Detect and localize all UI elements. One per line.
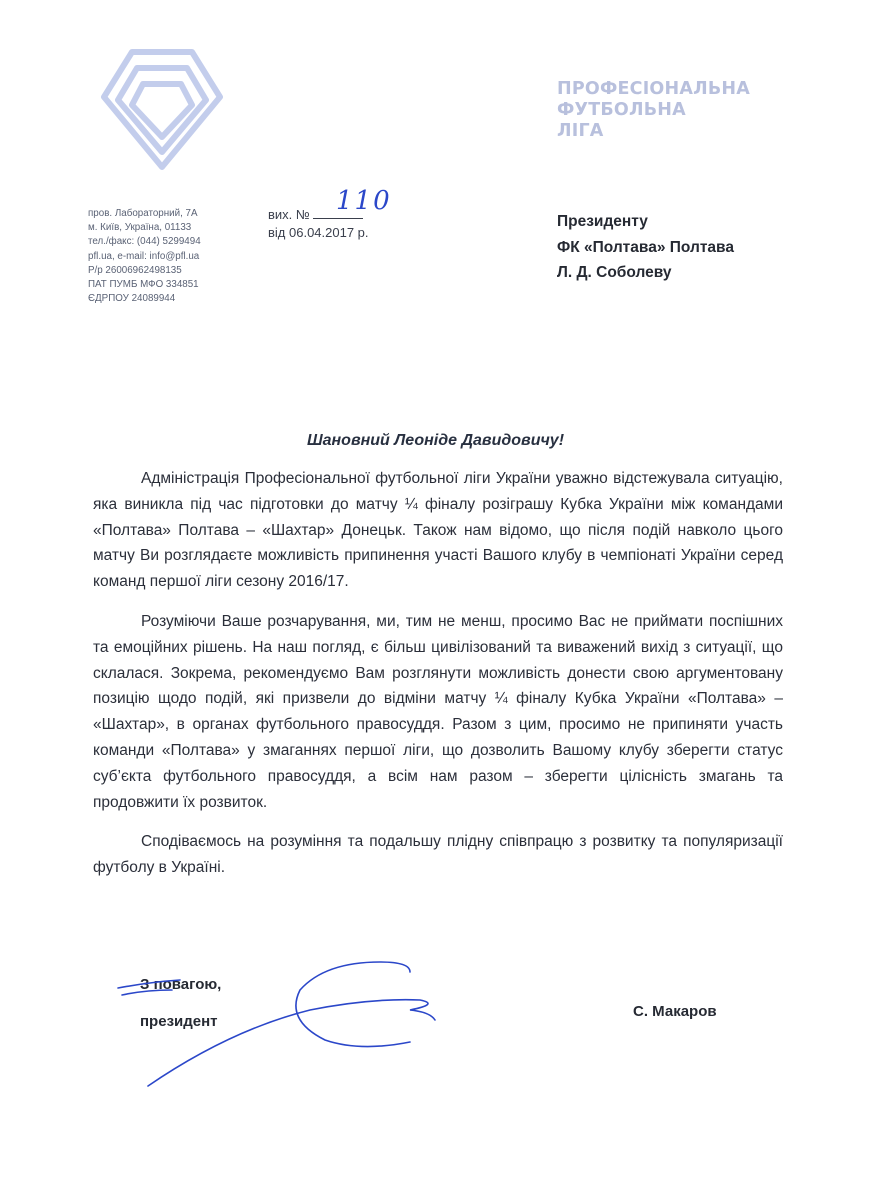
address-line: Р/р 26006962498135 [88,264,182,276]
address-line: тел./факс: (044) 5299494 [88,236,201,248]
address-line: м. Київ, Україна, 01133 [88,222,192,234]
body-paragraph: Розуміючи Ваше розчарування, ми, тим не менш, просимо Вас не приймати поспішних та емоційних рішень. На наш погляд, є більш цивілізований та виважений вихід з ситуації, що склалася. Зокрема, рекомендуємо Вам розглянути можливість донести свою аргументовану позицію щодо подій, які призвели до відміни матчу ¼ фіналу Кубка України «Полтава» – «Шахтар», в органах футбольного правосуддя. Разом з цим, просимо не припиняти участь команди «Полтава» у змаганнях першої ліги, що дозволить Вашому клубу зберегти статус суб’єкта футбольного правосуддя, а всім нам разом – зберегти цілісність змагань та продовжити їх розвиток. [93,612,783,811]
closing-regards: З повагою, [140,976,222,993]
body-paragraph: Адміністрація Професіональної футбольної ліги України уважно відстежувала ситуацію, яка виникла під час підготовки до матчу ¼ фіналу розіграшу Кубка України між командами «Полтава» Полтава – «Шахтар» Донецьк. Також нам відомо, що після подій навколо цього матчу Ви розглядаєте можливість припинення участі Вашого клубу в чемпіонаті України серед команд першої ліги сезону 2016/17. [93,470,783,591]
org-name-line-1: ПРОФЕСІОНАЛЬНА [557,79,750,99]
pfl-logo-icon [92,42,232,182]
org-name-line-3: ЛІГА [557,121,604,141]
organization-name [557,79,750,142]
recipient-line: Л. Д. Соболеву [557,264,672,281]
outgoing-date: від 06.04.2017 р. [268,225,369,240]
address-line: ЄДРПОУ 24089944 [88,293,176,305]
sender-address-block [88,207,201,306]
outgoing-number-row [268,186,392,224]
recipient-line: ФК «Полтава» Полтава [557,238,734,256]
letter-body [93,466,783,895]
body-paragraph: Сподіваємось на розуміння та подальшу плідну співпрацю з розвитку та популяризації футболу в Україні. [93,833,783,877]
handwritten-number: 110 [336,186,392,216]
address-line: пров. Лабораторний, 7А [88,208,198,219]
recipient-line: Президенту [557,213,648,230]
address-line: pfl.ua, e-mail: info@pfl.ua [88,250,200,262]
signer-title: президент [140,1013,218,1030]
salutation: Шановний Леоніде Давидовичу! [306,432,565,449]
recipient-block [557,209,734,286]
number-underline [313,218,363,219]
org-name-line-2: ФУТБОЛЬНА [557,100,686,120]
signer-name: С. Макаров [633,1003,717,1020]
outgoing-reference [268,186,392,242]
handwritten-signature-icon [110,960,540,1090]
address-line: ПАТ ПУМБ МФО 334851 [88,279,199,291]
outgoing-number-label: вих. № [268,207,310,222]
